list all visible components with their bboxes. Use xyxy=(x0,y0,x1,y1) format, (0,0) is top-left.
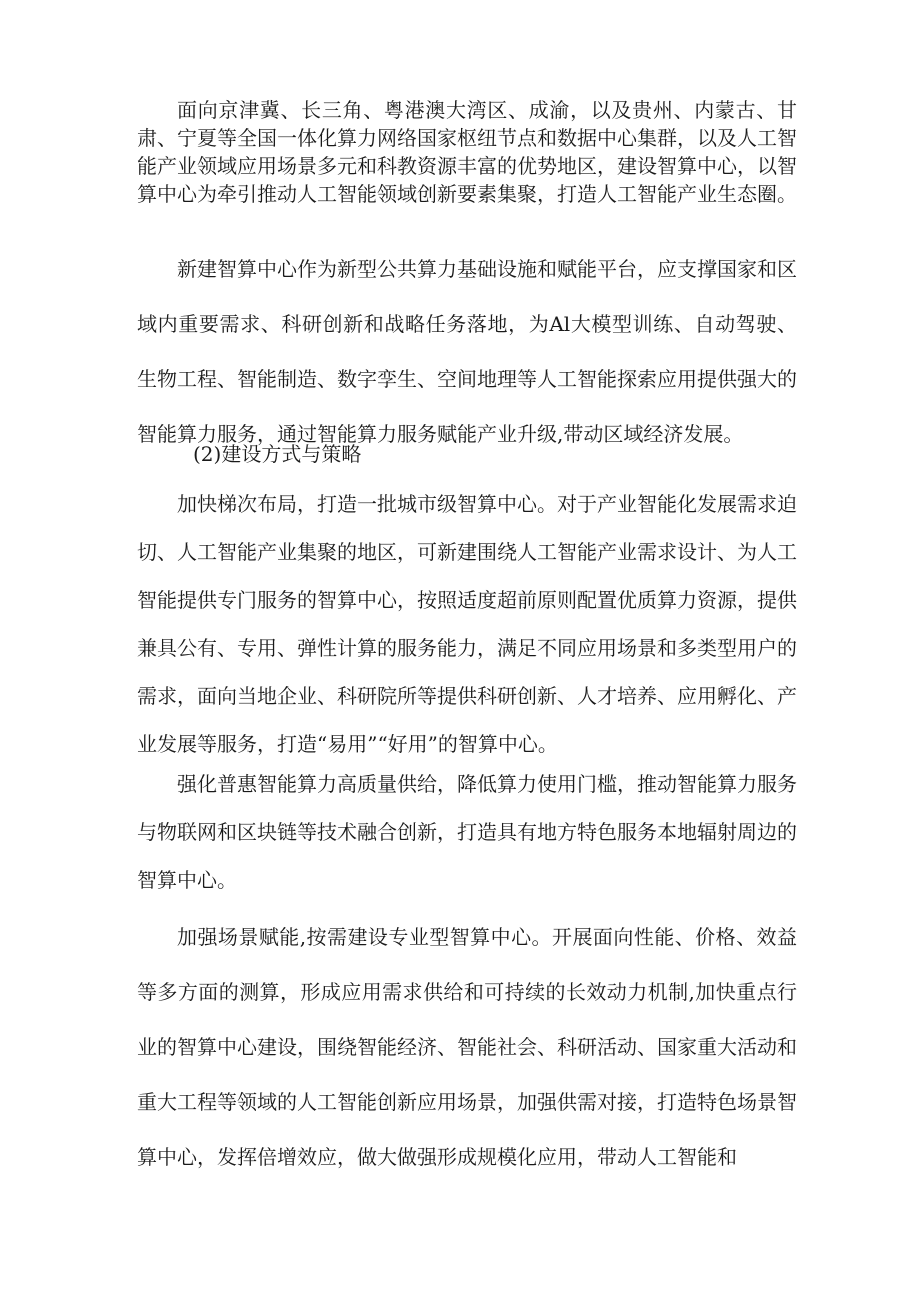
section-heading-construction-strategy: (2)建设方式与策略 xyxy=(193,442,362,466)
paragraph-inclusive-supply: 强化普惠智能算力高质量供给，降低算力使用门槛，推动智能算力服务与物联网和区块链等技术融合创新，打造具有地方特色服务本地辐射周边的智算中心。 xyxy=(137,772,797,892)
paragraph-scenario-empowerment: 加强场景赋能,按需建设专业型智算中心。开展面向性能、价格、效益等多方面的测算，形成应用需求供给和可持续的长效动力机制,加快重点行业的智算中心建设，围绕智能经济、智能社会、科研活动、国家重大活动和重大工程等领域的人工智能创新应用场景，加强供需对接，打造特色场景智算中心，发挥倍增效应，做大做强形成规模化应用，带动人工智能和 xyxy=(137,925,797,1169)
paragraph-computing-hubs: 面向京津冀、长三角、粤港澳大湾区、成渝，以及贵州、内蒙古、甘肃、宁夏等全国一体化算力网络国家枢纽节点和数据中心集群，以及人工智能产业领域应用场景多元和科教资源丰富的优势地区，建设智算中心，以智算中心为牵引推动人工智能领域创新要素集聚，打造人工智能产业生态圈。 xyxy=(137,98,797,206)
paragraph-tiered-layout: 加快梯次布局，打造一批城市级智算中心。对于产业智能化发展需求迫切、人工智能产业集聚的地区，可新建围绕人工智能产业需求设计、为人工智能提供专门服务的智算中心，按照适度超前原则配置优质算力资源，提供兼具公有、专用、弹性计算的服务能力，满足不同应用场景和多类型用户的需求，面向当地企业、科研院所等提供科研创新、人才培养、应用孵化、产业发展等服务，打造“易用”“好用”的智算中心。 xyxy=(137,492,797,756)
paragraph-new-computing-center: 新建智算中心作为新型公共算力基础设施和赋能平台，应支撑国家和区域内重要需求、科研创新和战略任务落地，为Al大模型训练、自动驾驶、生物工程、智能制造、数字孪生、空间地理等人工智能探索应用提供强大的智能算力服务，通过智能算力服务赋能产业升级,带动区域经济发展。 xyxy=(137,257,797,446)
